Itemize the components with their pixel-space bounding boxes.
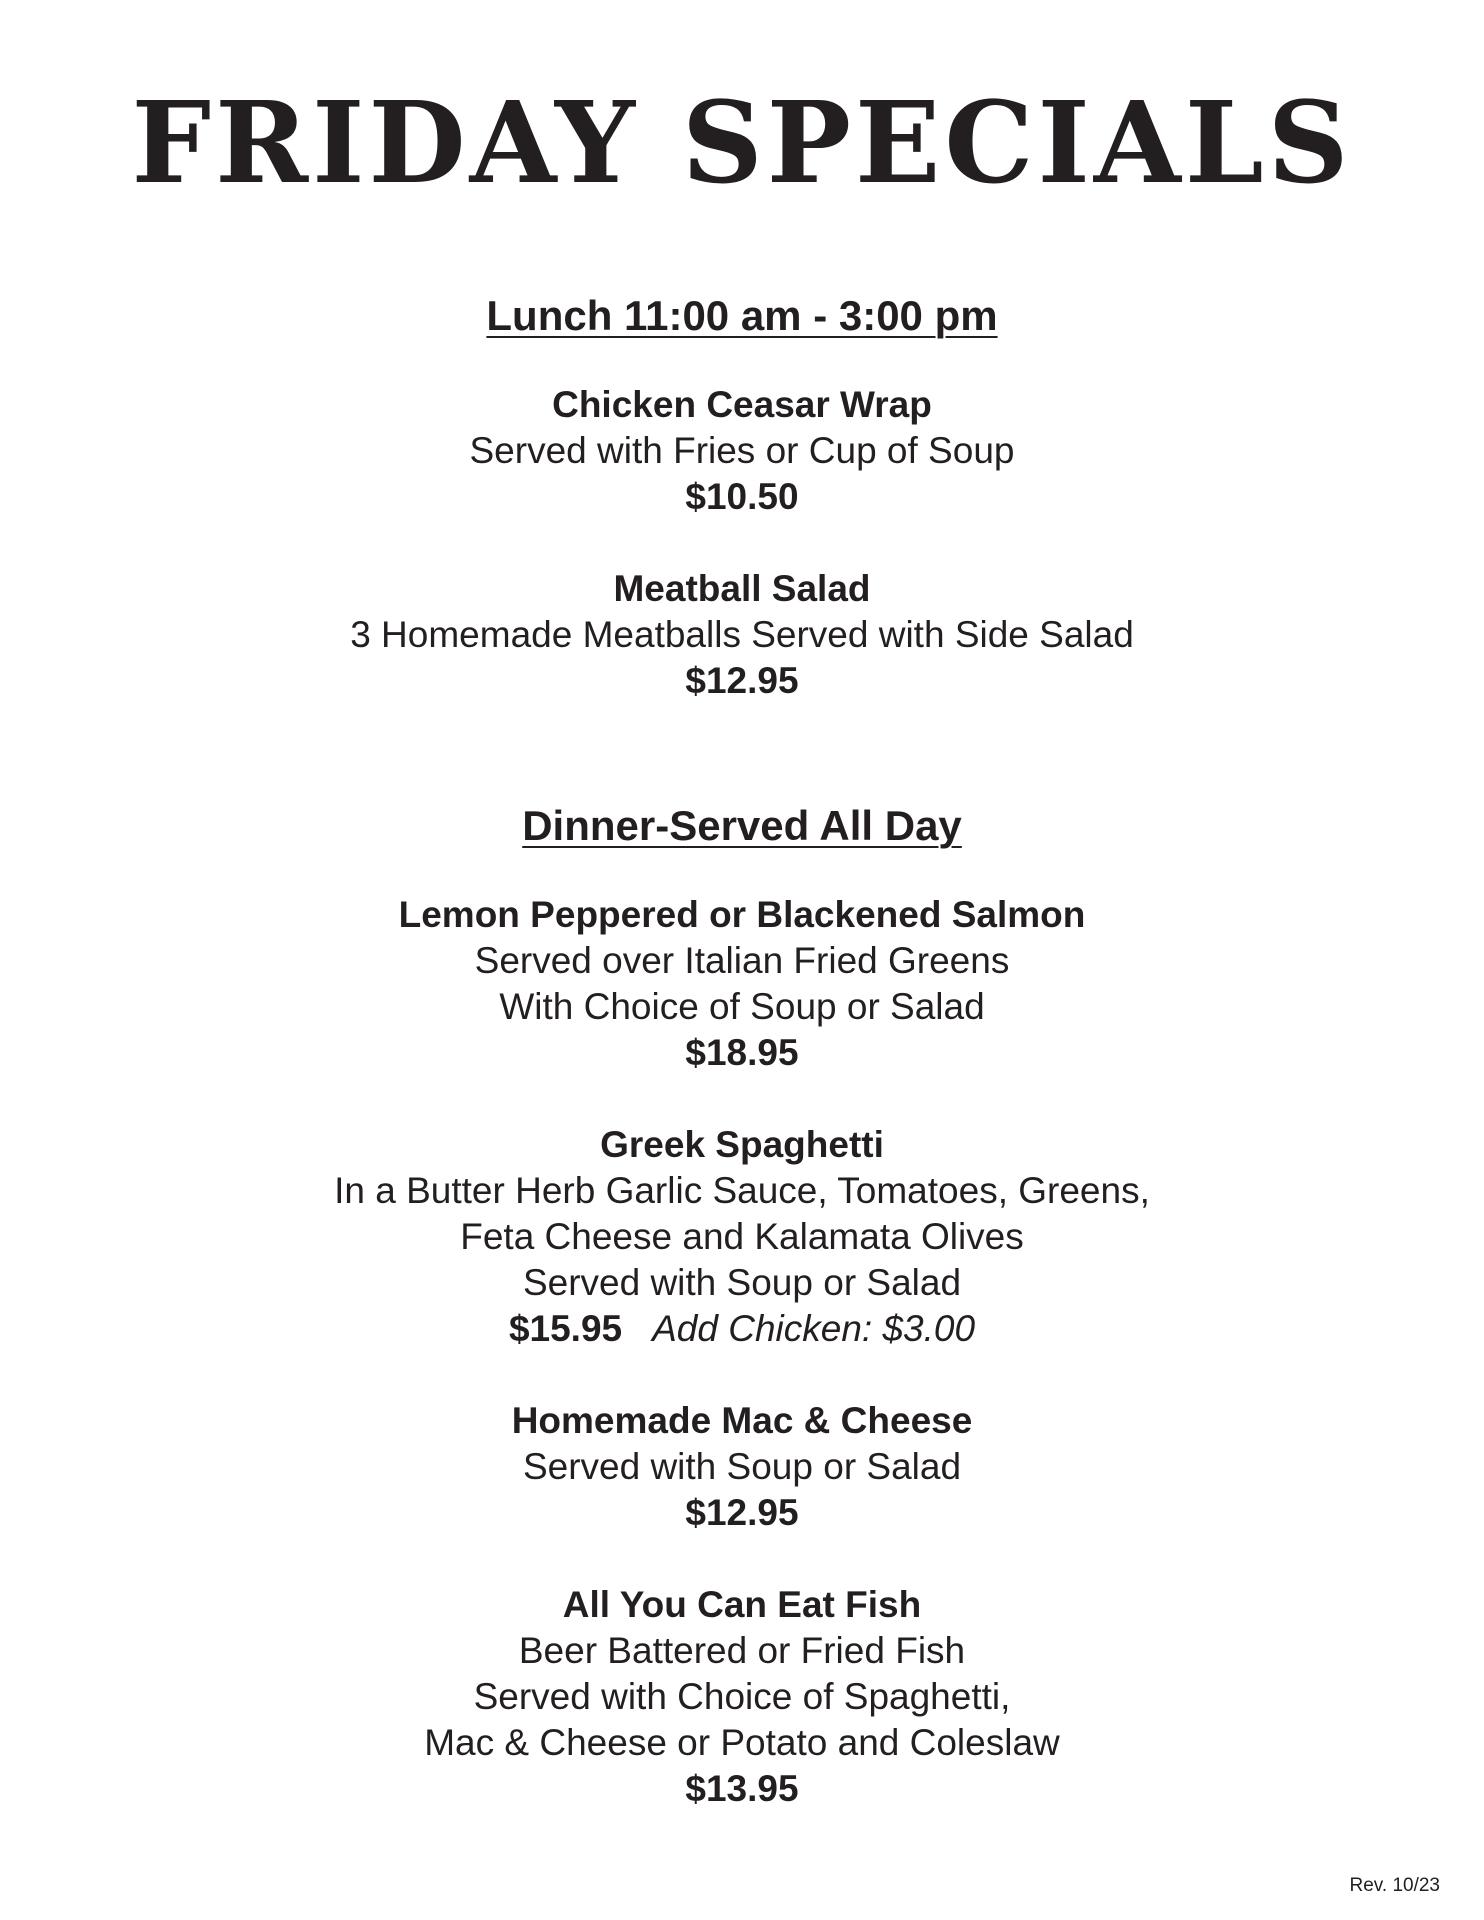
item-price: $10.50 <box>685 476 799 517</box>
item-price-line <box>0 1306 1484 1352</box>
item-price: $12.95 <box>685 660 799 701</box>
item-description: With Choice of Soup or Salad <box>499 986 985 1027</box>
item-description: Served with Soup or Salad <box>522 1262 962 1303</box>
item-price: $18.95 <box>685 1032 799 1073</box>
item-name: All You Can Eat Fish <box>562 1584 922 1625</box>
item-description: Served with Fries or Cup of Soup <box>469 430 1015 471</box>
item-add-on: Add Chicken: $3.00 <box>652 1308 976 1349</box>
item-description: In a Butter Herb Garlic Sauce, Tomatoes, Greens, <box>334 1170 1150 1211</box>
item-name: Lemon Peppered or Blackened Salmon <box>398 894 1086 935</box>
item-name: Homemade Mac & Cheese <box>511 1400 973 1441</box>
menu-item-all-you-can-eat-fish <box>0 1582 1484 1812</box>
item-description: Feta Cheese and Kalamata Olives <box>460 1216 1024 1257</box>
item-price: $13.95 <box>685 1768 799 1809</box>
menu-item-greek-spaghetti <box>0 1122 1484 1352</box>
item-description: 3 Homemade Meatballs Served with Side Salad <box>350 614 1134 655</box>
menu-item-chicken-ceasar-wrap <box>0 382 1484 520</box>
dinner-section <box>0 802 1484 1812</box>
lunch-heading: Lunch 11:00 am - 3:00 pm <box>486 292 998 339</box>
item-name: Greek Spaghetti <box>600 1124 884 1165</box>
item-description: Mac & Cheese or Potato and Coleslaw <box>424 1722 1060 1763</box>
dinner-heading: Dinner-Served All Day <box>522 802 962 849</box>
item-price: $12.95 <box>685 1492 799 1533</box>
revision-note: Rev. 10/23 <box>1349 1875 1440 1896</box>
menu-item-salmon <box>0 892 1484 1076</box>
lunch-section <box>0 292 1484 704</box>
menu-item-mac-and-cheese <box>0 1398 1484 1536</box>
item-name: Chicken Ceasar Wrap <box>552 384 932 425</box>
item-price: $15.95 <box>508 1308 623 1349</box>
item-description: Served with Choice of Spaghetti, <box>473 1676 1011 1717</box>
item-description: Served over Italian Fried Greens <box>474 940 1010 981</box>
menu-body <box>0 292 1484 1812</box>
item-description: Beer Battered or Fried Fish <box>518 1630 966 1671</box>
menu-item-meatball-salad <box>0 566 1484 704</box>
page-title: FRIDAY SPECIALS <box>131 78 1353 209</box>
item-name: Meatball Salad <box>613 568 871 609</box>
item-description: Served with Soup or Salad <box>522 1446 962 1487</box>
